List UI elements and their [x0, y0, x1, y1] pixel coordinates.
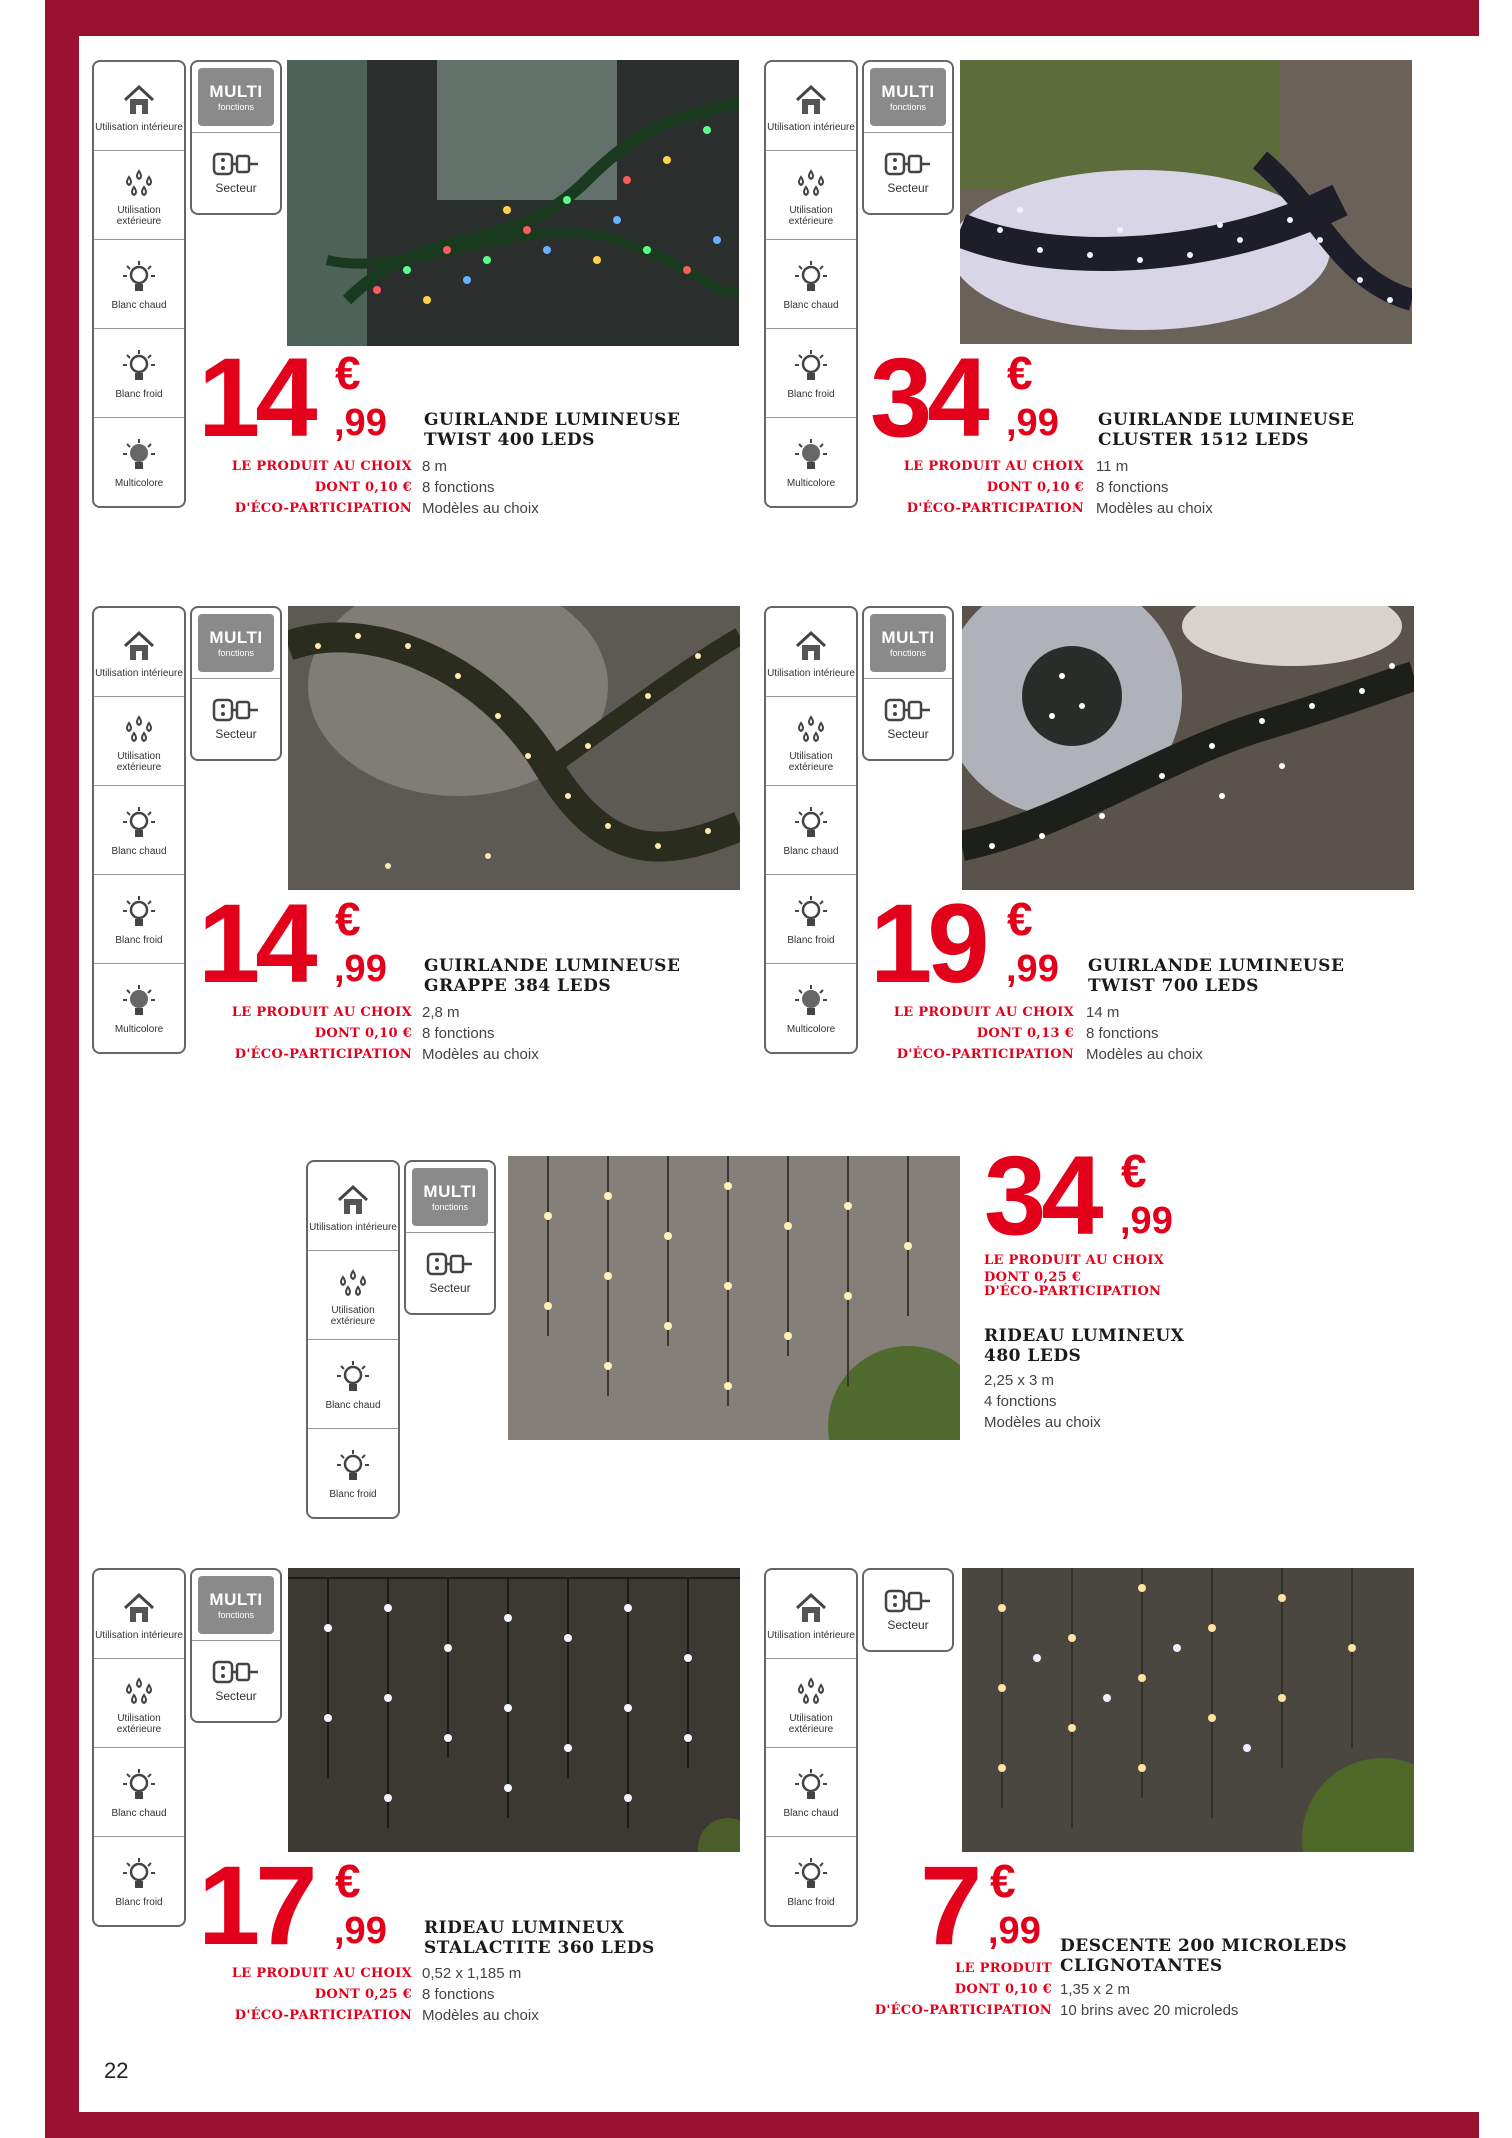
icon-label: Blanc chaud [783, 1807, 839, 1819]
plug-icon [212, 151, 260, 177]
product-photo [287, 60, 739, 346]
bulb-warm-icon [791, 1766, 831, 1806]
multi-functions-badge: MULTI fonctions [412, 1168, 488, 1226]
feature-icons [190, 606, 282, 761]
icon-label: Utilisation extérieure [116, 1713, 162, 1735]
bulb-cold-icon [791, 893, 831, 933]
icon-label: Blanc froid [115, 934, 163, 946]
droplets-icon [791, 163, 831, 203]
plug-icon [884, 697, 932, 723]
usage-icons [306, 1160, 400, 1519]
usage-icons [92, 606, 186, 1054]
price: 17 € ,99 [198, 1843, 387, 1968]
bulb-cold-icon [333, 1447, 373, 1487]
price: 7 € ,99 [920, 1843, 1041, 1968]
house-icon [119, 80, 159, 120]
house-icon [791, 80, 831, 120]
icon-label: Blanc chaud [783, 299, 839, 311]
icon-label: Utilisation intérieure [767, 121, 855, 133]
droplets-icon [119, 1671, 159, 1711]
droplets-icon [791, 1671, 831, 1711]
bulb-warm-icon [333, 1358, 373, 1398]
page-frame-bottom [45, 2112, 1479, 2138]
icon-label: Blanc froid [787, 934, 835, 946]
icon-label: Utilisation intérieure [309, 1221, 397, 1233]
bulb-cold-icon [791, 1855, 831, 1895]
product-photo [288, 606, 740, 890]
icon-label: Secteur [215, 181, 257, 195]
icon-label: Secteur [887, 727, 929, 741]
house-icon [791, 1588, 831, 1628]
icon-label: Blanc chaud [111, 845, 167, 857]
house-icon [119, 626, 159, 666]
multi-functions-badge: MULTI fonctions [198, 1576, 274, 1634]
usage-icons [764, 606, 858, 1054]
multi-functions-badge: MULTI fonctions [198, 614, 274, 672]
icon-label: Secteur [429, 1281, 471, 1295]
product-name: GUIRLANDE LUMINEUSE TWIST 400 LEDS [424, 410, 681, 450]
icon-label: Secteur [887, 1618, 929, 1632]
icon-label: Multicolore [786, 477, 836, 489]
icon-label: Secteur [887, 181, 929, 195]
bulb-warm-icon [791, 258, 831, 298]
product-name: GUIRLANDE LUMINEUSE TWIST 700 LEDS [1088, 956, 1345, 996]
droplets-icon [119, 709, 159, 749]
product-details: 8 m 8 fonctions Modèles au choix [422, 458, 539, 517]
product-photo [962, 606, 1414, 890]
product-name: RIDEAU LUMINEUX 480 LEDS [984, 1326, 1185, 1366]
product-photo [962, 1568, 1414, 1852]
icon-label: Utilisation intérieure [767, 667, 855, 679]
page-frame-left [45, 0, 79, 2138]
product-details: 14 m 8 fonctions Modèles au choix [1086, 1004, 1203, 1063]
multi-functions-badge: MULTI fonctions [198, 68, 274, 126]
usage-icons [92, 60, 186, 508]
icon-label: Utilisation extérieure [788, 751, 834, 773]
droplets-icon [333, 1263, 373, 1303]
product-details: 1,35 x 2 m 10 brins avec 20 microleds [1060, 1981, 1239, 2019]
product-details: 2,25 x 3 m 4 fonctions Modèles au choix [984, 1372, 1101, 1431]
plug-icon [884, 151, 932, 177]
legal-text: LE PRODUIT AU CHOIX DONT 0,10 € D'ÉCO-PARTICIPATION [903, 459, 1084, 516]
product-details: 0,52 x 1,185 m 8 fonctions Modèles au choix [422, 1965, 539, 2024]
legal-text: LE PRODUIT AU CHOIX DONT 0,10 € D'ÉCO-PARTICIPATION [231, 1005, 412, 1062]
multi-functions-badge: MULTI fonctions [870, 68, 946, 126]
house-icon [333, 1180, 373, 1220]
icon-label: Secteur [215, 727, 257, 741]
icon-label: Utilisation intérieure [95, 667, 183, 679]
price: 14 € ,99 [198, 881, 387, 1006]
product-name: GUIRLANDE LUMINEUSE GRAPPE 384 LEDS [424, 956, 681, 996]
product-details: 11 m 8 fonctions Modèles au choix [1096, 458, 1213, 517]
usage-icons [92, 1568, 186, 1927]
icon-label: Blanc froid [329, 1488, 377, 1500]
bulb-multicolor-icon [119, 436, 159, 476]
icon-label: Utilisation extérieure [116, 751, 162, 773]
icon-label: Utilisation extérieure [788, 1713, 834, 1735]
icon-label: Blanc froid [787, 1896, 835, 1908]
icon-label: Utilisation intérieure [95, 1629, 183, 1641]
icon-label: Blanc froid [787, 388, 835, 400]
legal-text: LE PRODUIT AU CHOIX DONT 0,25 € D'ÉCO-PARTICIPATION [231, 1966, 412, 2023]
feature-icons [190, 1568, 282, 1723]
legal-text: LE PRODUIT AU CHOIX DONT 0,13 € D'ÉCO-PARTICIPATION [893, 1005, 1074, 1062]
icon-label: Blanc chaud [783, 845, 839, 857]
plug-icon [212, 697, 260, 723]
icon-label: Multicolore [114, 1023, 164, 1035]
price: 34 € ,99 [870, 335, 1059, 460]
multi-functions-badge: MULTI fonctions [870, 614, 946, 672]
plug-icon [884, 1588, 932, 1614]
bulb-multicolor-icon [119, 982, 159, 1022]
bulb-cold-icon [791, 347, 831, 387]
legal-text: LE PRODUIT AU CHOIX DONT 0,25 € D'ÉCO-PARTICIPATION [984, 1253, 1165, 1299]
plug-icon [426, 1251, 474, 1277]
icon-label: Utilisation extérieure [788, 205, 834, 227]
icon-label: Blanc froid [115, 388, 163, 400]
usage-icons [764, 1568, 858, 1927]
bulb-warm-icon [791, 804, 831, 844]
bulb-warm-icon [119, 804, 159, 844]
house-icon [119, 1588, 159, 1628]
icon-label: Multicolore [114, 477, 164, 489]
bulb-warm-icon [119, 258, 159, 298]
usage-icons [764, 60, 858, 508]
icon-label: Blanc chaud [325, 1399, 381, 1411]
bulb-warm-icon [119, 1766, 159, 1806]
page-number: 22 [104, 2058, 129, 2083]
icon-label: Secteur [215, 1689, 257, 1703]
feature-icons [404, 1160, 496, 1315]
bulb-cold-icon [119, 347, 159, 387]
price: 14 € ,99 [198, 335, 387, 460]
product-details: 2,8 m 8 fonctions Modèles au choix [422, 1004, 539, 1063]
feature-icons [862, 606, 954, 761]
bulb-multicolor-icon [791, 982, 831, 1022]
icon-label: Utilisation intérieure [767, 1629, 855, 1641]
bulb-cold-icon [119, 1855, 159, 1895]
plug-icon [212, 1659, 260, 1685]
feature-icons [190, 60, 282, 215]
bulb-cold-icon [119, 893, 159, 933]
feature-icons [862, 60, 954, 215]
feature-icons [862, 1568, 954, 1652]
icon-label: Blanc froid [115, 1896, 163, 1908]
product-photo [508, 1156, 960, 1440]
product-name: DESCENTE 200 MICROLEDS CLIGNOTANTES [1060, 1936, 1348, 1976]
product-name: GUIRLANDE LUMINEUSE CLUSTER 1512 LEDS [1098, 410, 1355, 450]
page-frame-top [45, 0, 1479, 36]
price: 19 € ,99 [870, 881, 1059, 1006]
house-icon [791, 626, 831, 666]
product-photo [288, 1568, 740, 1852]
icon-label: Multicolore [786, 1023, 836, 1035]
droplets-icon [791, 709, 831, 749]
icon-label: Utilisation intérieure [95, 121, 183, 133]
product-photo [960, 60, 1412, 344]
legal-text: LE PRODUIT DONT 0,10 € D'ÉCO-PARTICIPATION [874, 1961, 1052, 2018]
legal-text: LE PRODUIT AU CHOIX DONT 0,10 € D'ÉCO-PARTICIPATION [231, 459, 412, 516]
price: 34 € ,99 [984, 1133, 1173, 1258]
icon-label: Blanc chaud [111, 1807, 167, 1819]
icon-label: Blanc chaud [111, 299, 167, 311]
bulb-multicolor-icon [791, 436, 831, 476]
icon-label: Utilisation extérieure [330, 1305, 376, 1327]
droplets-icon [119, 163, 159, 203]
icon-label: Utilisation extérieure [116, 205, 162, 227]
product-name: RIDEAU LUMINEUX STALACTITE 360 LEDS [424, 1918, 655, 1958]
